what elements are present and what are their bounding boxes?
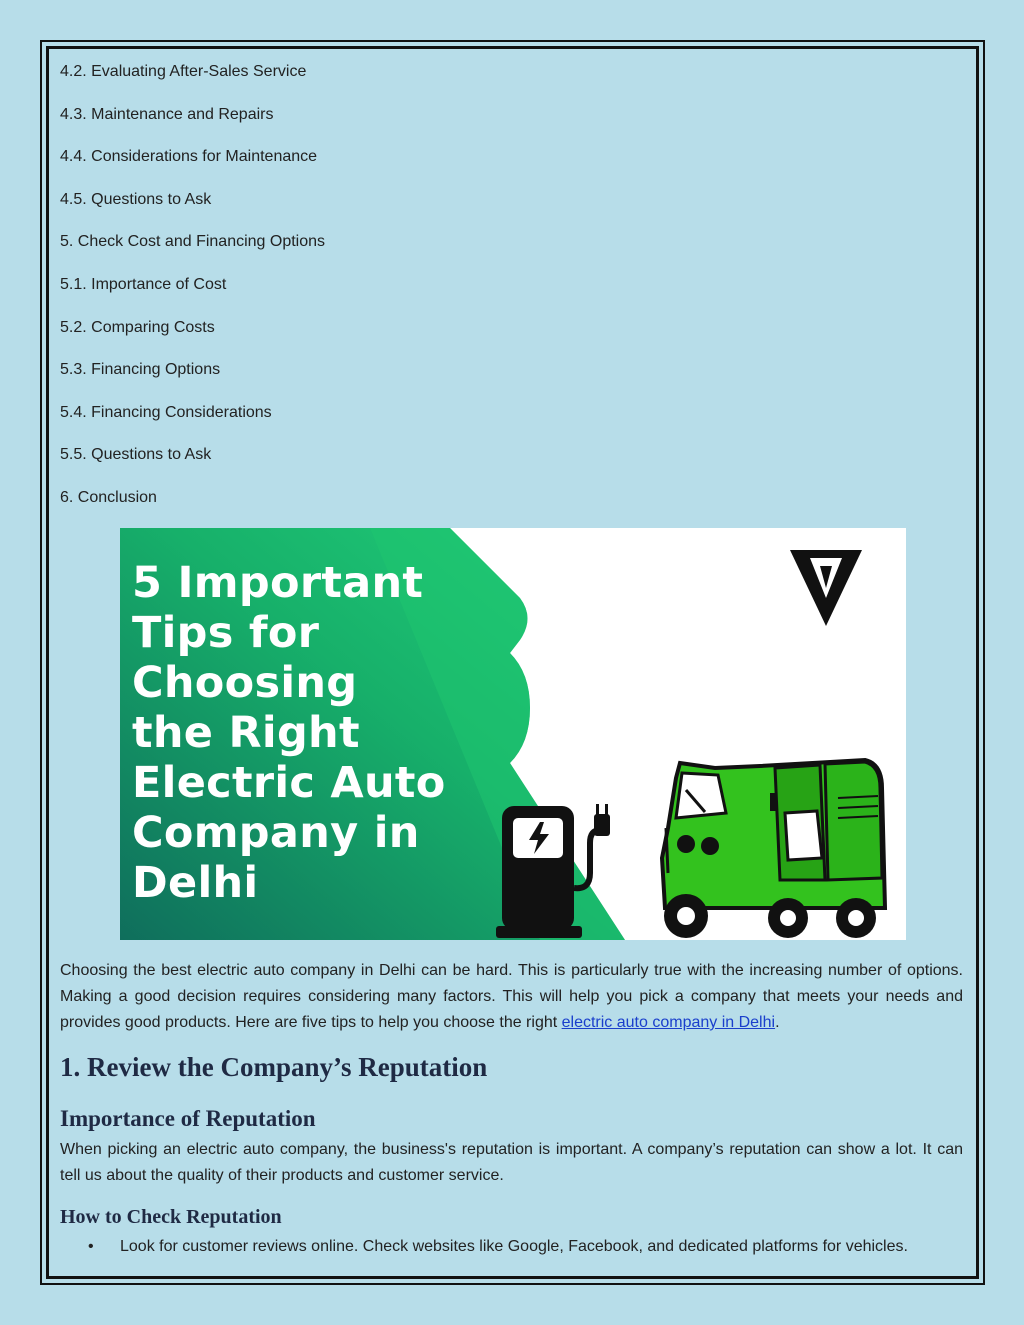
- banner-title-line: 5 Important: [132, 558, 424, 608]
- intro-paragraph: [60, 958, 963, 1036]
- banner-title-line: Delhi: [132, 858, 259, 908]
- banner-image: [120, 528, 906, 940]
- list-item: • Look for customer reviews online. Check websites like Google, Facebook, and dedicated platforms for vehicles.: [88, 1236, 908, 1258]
- toc-item[interactable]: 5.1. Importance of Cost: [60, 275, 227, 293]
- banner-title-line: Tips for: [132, 608, 320, 658]
- importance-paragraph: When picking an electric auto company, the business's reputation is important. A company’s reputation can show a lot. It can tell us about the quality of their products and customer service.: [60, 1141, 963, 1184]
- electric-auto-rickshaw-icon: [662, 760, 885, 938]
- toc-item[interactable]: 5.3. Financing Options: [60, 361, 221, 379]
- section-heading: 1. Review the Company’s Reputation: [60, 1052, 488, 1082]
- intro-text: Choosing the best electric auto company in Delhi can be hard. This is particularly true with the increasing number of options. Making a good decision requires considering many factors. This will help you pick a company that meets your needs and provides good products. Here are five tips to help you choose the right: [60, 962, 963, 1031]
- brand-logo-icon: [790, 550, 862, 626]
- banner-title-line: Company in: [132, 808, 420, 858]
- toc-item[interactable]: 4.5. Questions to Ask: [60, 190, 212, 208]
- banner-title-line: Electric Auto: [132, 758, 446, 808]
- toc-item[interactable]: 5. Check Cost and Financing Options: [60, 233, 326, 251]
- banner-title: [132, 558, 462, 908]
- table-of-contents: [60, 60, 325, 529]
- toc-item[interactable]: 4.4. Considerations for Maintenance: [60, 148, 318, 166]
- toc-item[interactable]: 5.4. Financing Considerations: [60, 403, 272, 421]
- intro-suffix: .: [775, 1014, 780, 1031]
- bullet-list: [88, 1236, 908, 1258]
- toc-item[interactable]: 5.2. Comparing Costs: [60, 318, 215, 336]
- toc-item[interactable]: 5.5. Questions to Ask: [60, 446, 212, 464]
- toc-item[interactable]: 4.3. Maintenance and Repairs: [60, 105, 274, 123]
- banner-title-line: the Right: [132, 708, 360, 758]
- electric-auto-company-link[interactable]: electric auto company in Delhi: [561, 1014, 776, 1031]
- banner-title-line: Choosing: [132, 658, 358, 708]
- subheading-how-to-check: How to Check Reputation: [60, 1206, 282, 1228]
- toc-item[interactable]: 4.2. Evaluating After-Sales Service: [60, 63, 307, 80]
- subheading-importance: Importance of Reputation: [60, 1106, 316, 1131]
- toc-item[interactable]: 6. Conclusion: [60, 488, 157, 506]
